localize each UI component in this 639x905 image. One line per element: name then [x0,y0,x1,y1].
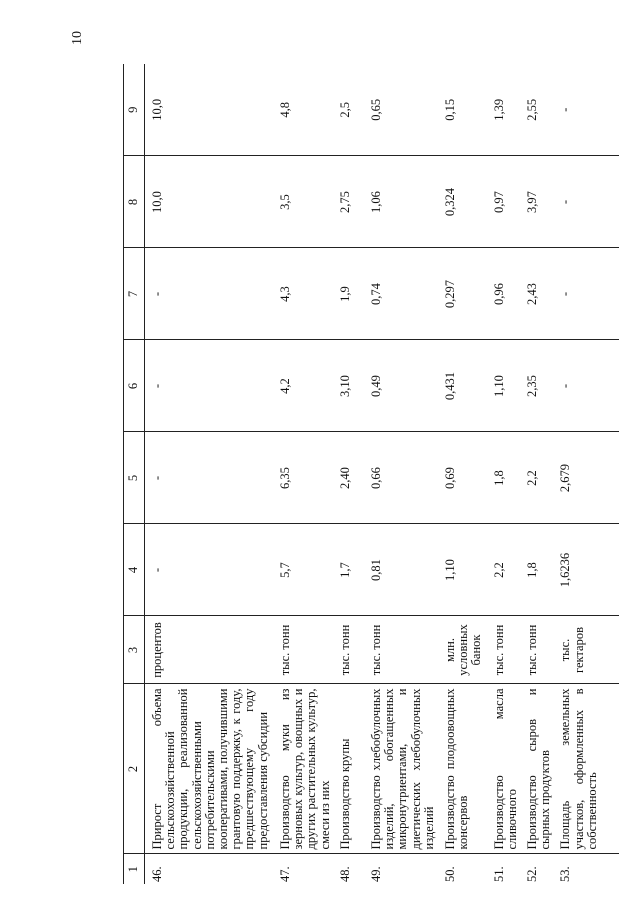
header-col-5: 5 [124,432,145,524]
value-cell: 2,55 [520,64,553,156]
value-cell: 4,2 [273,340,333,432]
value-cell: - [553,340,619,432]
value-cell: 0,15 [438,64,487,156]
unit-cell: тыс. тонн [487,616,520,684]
table-row [487,64,520,884]
value-cell: - [145,248,273,340]
value-cell: 10,0 [145,64,273,156]
unit-cell: тыс. тонн [364,616,438,684]
unit-cell: тыс. тонн [333,616,364,684]
value-cell: 1,8 [520,524,553,616]
row-number: 52. [525,866,540,882]
value-cell: 0,74 [364,248,438,340]
value-cell: - [553,248,619,340]
table-row [364,64,438,884]
value-cell: 0,297 [438,248,487,340]
indicator-name: Прирост объема сельскохозяйственной продукции, реализованной сельскохозяйственными потребительскими кооперативами, получившими грантовую поддержку, к году, предшествующему году предоставления субсидии [145,684,273,854]
value-cell: 5,7 [273,524,333,616]
row-number: 49. [368,866,383,882]
indicator-table-wrapper [123,64,619,884]
row-number: 46. [150,866,164,882]
row-number: 48. [338,866,353,882]
value-cell: 0,97 [487,156,520,248]
header-col-7: 7 [124,248,145,340]
indicator-name: Производство масла сливочного [487,684,520,854]
value-cell: 0,65 [364,64,438,156]
value-cell: 1,7 [333,524,364,616]
value-cell: 2,43 [520,248,553,340]
header-col-3: 3 [124,616,145,684]
value-cell: 2,2 [487,524,520,616]
unit-cell: млн. условных банок [438,616,487,684]
value-cell: 1,39 [487,64,520,156]
value-cell: 3,10 [333,340,364,432]
table-row [553,64,619,884]
table-row [520,64,553,884]
unit-cell: процентов [145,616,273,684]
header-col-6: 6 [124,340,145,432]
value-cell: 0,96 [487,248,520,340]
value-cell: 1,8 [487,432,520,524]
header-col-1: 1 [124,854,145,884]
value-cell: 0,49 [364,340,438,432]
indicator-name: Производство хлебобулочных изделий, обогащенных микронутриентами, и диетических хлебобулочных изделий [364,684,438,854]
indicator-name: Производство сыров и сырных продуктов [520,684,553,854]
header-col-8: 8 [124,156,145,248]
page-number: 10 [70,31,85,45]
value-cell: 2,679 [553,432,619,524]
table-row [273,64,333,884]
value-cell: 2,5 [333,64,364,156]
table-row [145,64,273,884]
value-cell: 1,10 [487,340,520,432]
value-cell: 2,35 [520,340,553,432]
value-cell: - [145,432,273,524]
indicator-table [123,64,619,884]
value-cell: 2,2 [520,432,553,524]
table-header-row [124,64,145,884]
value-cell: 10,0 [145,156,273,248]
value-cell: 3,97 [520,156,553,248]
table-row [333,64,364,884]
indicator-name: Производство плодоовощных консервов [438,684,487,854]
value-cell: 1,10 [438,524,487,616]
unit-cell: тыс. тонн [520,616,553,684]
table-row [438,64,487,884]
row-number: 51. [491,866,506,882]
header-col-9: 9 [124,64,145,156]
value-cell: 0,66 [364,432,438,524]
unit-cell: тыс. тонн [273,616,333,684]
value-cell: 6,35 [273,432,333,524]
value-cell: 2,40 [333,432,364,524]
value-cell: - [553,64,619,156]
value-cell: 0,431 [438,340,487,432]
value-cell: 4,3 [273,248,333,340]
row-number: 53. [558,866,573,882]
value-cell: 0,81 [364,524,438,616]
value-cell: - [145,524,273,616]
value-cell: - [553,156,619,248]
value-cell: 4,8 [273,64,333,156]
indicator-name: Производство крупы [333,684,364,854]
indicator-name: Производство муки из зерновых культур, овощных и других растительных культур, смеси из них [273,684,333,854]
value-cell: 3,5 [273,156,333,248]
header-col-4: 4 [124,524,145,616]
value-cell: 2,75 [333,156,364,248]
indicator-name: Площадь земельных участков, оформленных в собственность [553,684,619,854]
value-cell: 1,06 [364,156,438,248]
value-cell: 0,69 [438,432,487,524]
header-col-2: 2 [124,684,145,854]
value-cell: 1,9 [333,248,364,340]
unit-cell: тыс. гектаров [553,616,619,684]
value-cell: 1,6236 [553,524,619,616]
value-cell: 0,324 [438,156,487,248]
value-cell: - [145,340,273,432]
row-number: 50. [442,866,457,882]
row-number: 47. [277,866,292,882]
